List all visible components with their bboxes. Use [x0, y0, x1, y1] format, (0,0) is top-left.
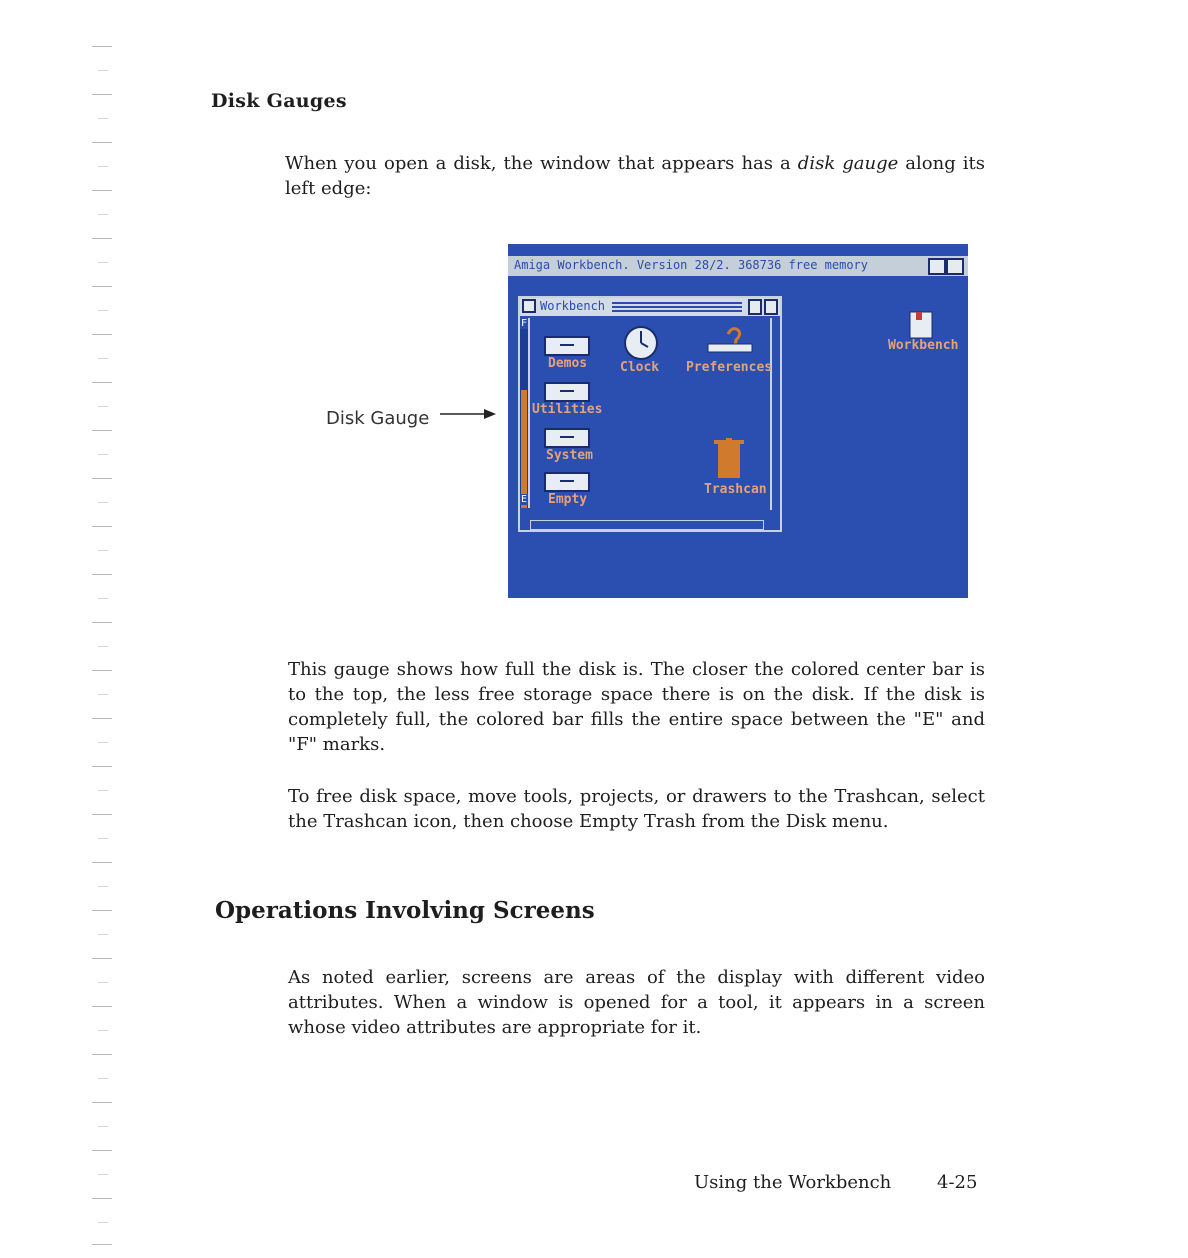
- intro-text: When you open a disk, the window that appears has a: [285, 153, 798, 174]
- trashcan-label: Trashcan: [704, 482, 767, 497]
- window-front-gadget-icon: [764, 299, 778, 315]
- disk-window: [518, 296, 782, 532]
- callout-arrow-icon: [440, 404, 498, 424]
- workbench-disk-icon: [906, 310, 936, 340]
- back-gadget-icon: [928, 258, 946, 275]
- utilities-label: Utilities: [532, 402, 603, 417]
- front-gadget-icon: [946, 258, 964, 275]
- empty-label: Empty: [548, 492, 588, 507]
- workbench-disk-label: Workbench: [888, 338, 959, 353]
- window-back-gadget-icon: [748, 299, 762, 315]
- empty-drawer-icon: [544, 472, 590, 492]
- window-title-bar: [520, 298, 780, 316]
- drag-bar: [612, 302, 742, 312]
- screen-title-bar: [508, 256, 968, 276]
- demos-label: Demos: [548, 356, 588, 371]
- page-number: 4-25: [937, 1172, 978, 1193]
- intro-paragraph: [285, 151, 985, 201]
- close-gadget-icon: [522, 299, 536, 313]
- screens-paragraph: As noted earlier, screens are areas of the display with different video attributes. When a window is opened for a tool, it appears in a screen whose video attributes are appropriate for it.: [288, 967, 985, 1038]
- clock-icon: [622, 324, 660, 362]
- horizontal-scrollbar: [530, 520, 764, 530]
- screen-title: Amiga Workbench. Version 28/2. 368736 free memory: [514, 258, 869, 272]
- utilities-drawer-icon: [544, 382, 590, 402]
- subsection-heading: Disk Gauges: [211, 90, 347, 112]
- demos-drawer-icon: [544, 336, 590, 356]
- preferences-icon: [706, 322, 756, 358]
- section-heading: Operations Involving Screens: [215, 897, 595, 924]
- preferences-label: Preferences: [686, 360, 773, 375]
- clock-label: Clock: [620, 360, 660, 375]
- system-label: System: [546, 448, 593, 463]
- workbench-screenshot: [508, 244, 968, 598]
- binding-margin-marks: [88, 30, 118, 1250]
- disk-gauge-fill: [521, 390, 527, 508]
- free-space-paragraph: To free disk space, move tools, projects, or drawers to the Trashcan, select the Trashcan icon, then choose Empty Trash from the Disk menu.: [288, 786, 985, 832]
- intro-text-end: along its left edge:: [285, 153, 985, 199]
- trashcan-icon: [714, 438, 744, 480]
- vertical-scrollbar: [770, 318, 780, 510]
- footer-chapter: Using the Workbench: [694, 1172, 892, 1193]
- gauge-paragraph: This gauge shows how full the disk is. The closer the colored center bar is to the top, the less free storage space there is on the disk. If the disk is completely full, the colored bar fills the entire space between the "E" and "F" marks.: [288, 659, 985, 755]
- disk-gauge: [520, 318, 530, 508]
- intro-emphasis: disk gauge: [797, 153, 899, 174]
- disk-gauge-callout: Disk Gauge: [326, 408, 430, 429]
- window-title: Workbench: [540, 299, 606, 313]
- gauge-empty-mark: E: [520, 494, 528, 505]
- gauge-full-mark: F: [520, 318, 528, 329]
- system-drawer-icon: [544, 428, 590, 448]
